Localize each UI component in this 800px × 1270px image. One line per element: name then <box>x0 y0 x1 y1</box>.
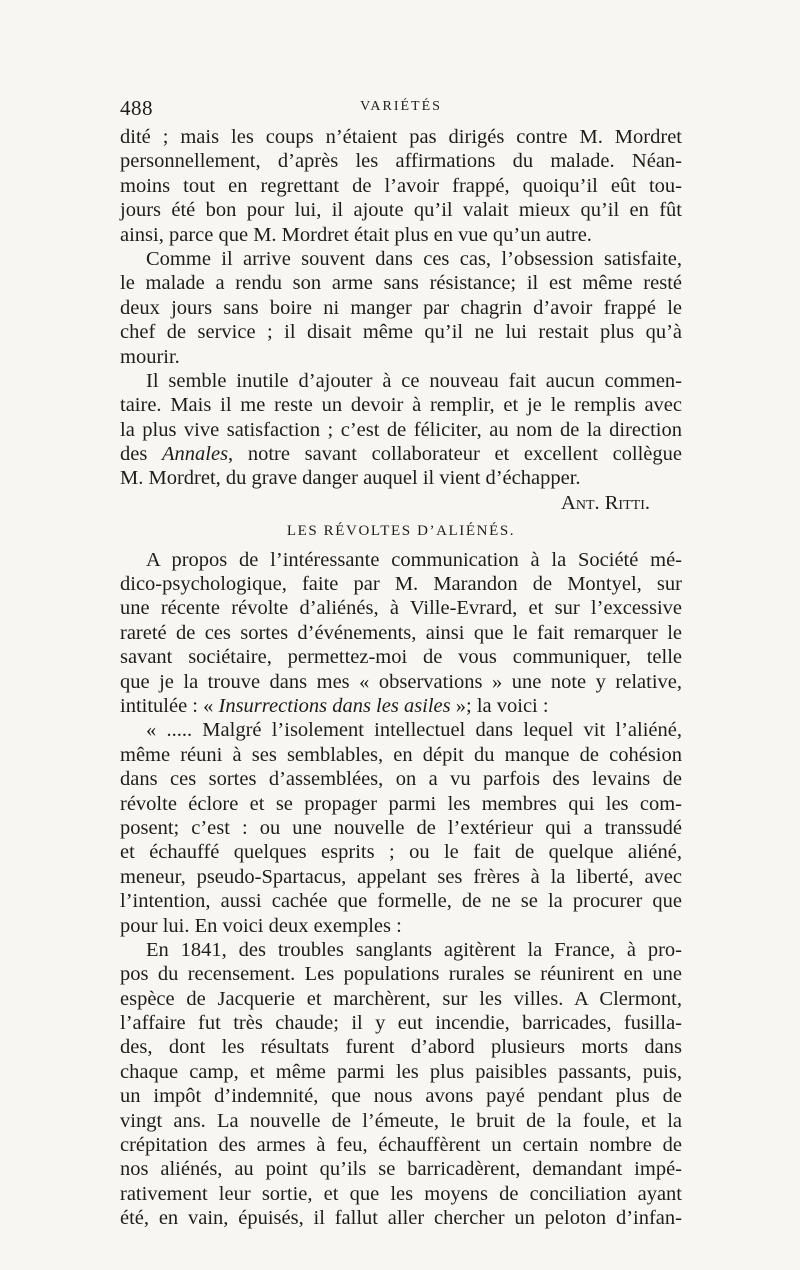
text-line: moins tout en regrettant de l’avoir frappé, quoiqu’il eût tou- <box>120 174 682 197</box>
text-line: M. Mordret, du grave danger auquel il vient d’échapper. <box>120 467 581 490</box>
text-line: chaque camp, et même parmi les plus paisibles passants, puis, <box>120 1060 682 1083</box>
text-line: révolte éclore et se propager parmi les membres qui les com- <box>120 792 682 815</box>
text-line: crépitation des armes à feu, échauffèrent un certain nombre de <box>120 1134 682 1157</box>
text-line: rativement leur sortie, et que les moyens de conciliation ayant <box>120 1182 682 1205</box>
text-line: Comme il arrive souvent dans ces cas, l’obsession satisfaite, <box>146 247 682 270</box>
text-line: l’affaire fut très chaude; il y eut incendie, barricades, fusilla- <box>120 1012 682 1035</box>
text-line: ainsi, parce que M. Mordret était plus en vue qu’un autre. <box>120 223 592 246</box>
text-line: taire. Mais il me reste un devoir à remplir, et je le remplis avec <box>120 394 682 417</box>
text-line: l’intention, aussi cachée que formelle, de ne se la procurer que <box>120 890 682 913</box>
text-line: dico-psychologique, faite par M. Marandon de Montyel, sur <box>120 573 682 596</box>
text-line: une récente révolte d’aliénés, à Ville-Evrard, et sur l’excessive <box>120 597 682 620</box>
text-line: deux jours sans boire ni manger par chagrin d’avoir frappé le <box>120 296 682 319</box>
text-line: En 1841, des troubles sanglants agitèrent la France, à pro- <box>146 938 682 961</box>
text-line: et échauffé quelques esprits ; ou le fait de quelque aliéné, <box>120 841 682 864</box>
text-line: savant sociétaire, permettez-moi de vous communiquer, telle <box>120 646 682 669</box>
text-line: « ..... Malgré l’isolement intellectuel dans lequel vit l’aliéné, <box>146 719 682 742</box>
page-number: 488 <box>120 96 153 120</box>
section-heading: LES RÉVOLTES D’ALIÉNÉS. <box>286 523 516 540</box>
text-line: que je la trouve dans mes « observations » une note y relative, <box>120 670 682 693</box>
text-line: la plus vive satisfaction ; c’est de féliciter, au nom de la direction <box>120 418 682 441</box>
running-title: VARIÉTÉS <box>360 99 442 114</box>
body-text <box>120 125 682 1231</box>
text-run: des <box>120 443 162 466</box>
running-head <box>120 96 682 120</box>
text-line: personnellement, d’après les affirmations du malade. Néan- <box>120 150 682 173</box>
quotation-paragraph <box>120 718 682 938</box>
text-line: le malade a rendu son arme sans résistance; il est même resté <box>120 272 682 295</box>
text-line: dité ; mais les coups n’étaient pas dirigés contre M. Mordret <box>120 126 682 148</box>
text-run: intitulée : « <box>120 694 219 717</box>
text-line: posent; c’est : ou une nouvelle de l’extérieur qui a transsudé <box>120 816 682 839</box>
text-line <box>120 694 682 718</box>
text-line: jours été bon pour lui, il ajoute qu’il valait mieux qu’il en fût <box>120 199 682 222</box>
paragraph <box>120 938 682 1231</box>
text-line: rareté de ces sortes d’événements, ainsi que le fait remarquer le <box>120 621 682 644</box>
text-line: pos du recensement. Les populations rurales se réunirent en une <box>120 963 682 986</box>
text-line: été, en vain, épuisés, il fallut aller chercher un peloton d’infan- <box>120 1207 682 1230</box>
text-line: vingt ans. La nouvelle de l’émeute, le bruit de la foule, et la <box>120 1109 682 1132</box>
note-title: Insurrections dans les asiles <box>218 694 451 717</box>
text-line: mourir. <box>120 345 180 368</box>
text-line <box>120 442 682 466</box>
text-line: dans ces sortes d’assemblées, on a vu parfois des levains de <box>120 768 682 791</box>
text-line: A propos de l’intéressante communication à la Société mé- <box>146 548 682 571</box>
journal-title: Annales <box>162 443 229 466</box>
text-line: Il semble inutile d’ajouter à ce nouveau fait aucun commen- <box>146 369 682 392</box>
text-run: , notre savant collaborateur et excellent collègue <box>228 443 683 466</box>
paragraph <box>120 247 682 369</box>
text-line: des, dont les résultats furent d’abord plusieurs morts dans <box>120 1036 682 1059</box>
paragraph <box>120 548 682 719</box>
text-line: même réuni à ses semblables, en dépit du manque de cohésion <box>120 743 682 766</box>
author-signature: Ant. Ritti. <box>561 491 650 514</box>
text-line: chef de service ; il disait même qu’il ne lui restait plus qu’à <box>120 321 682 344</box>
text-line: pour lui. En voici deux exemples : <box>120 914 402 937</box>
paragraph <box>120 369 682 491</box>
text-line: meneur, pseudo-Spartacus, appelant ses frères à la liberté, avec <box>120 865 682 888</box>
text-line: un impôt d’indemnité, que nous avons payé pendant plus de <box>120 1085 682 1108</box>
text-line: espèce de Jacquerie et marchèrent, sur les villes. A Clermont, <box>120 987 682 1010</box>
paragraph <box>120 125 682 247</box>
text-run: »; la voici : <box>450 694 549 717</box>
text-line: nos aliénés, au point qu’ils se barricadèrent, demandant impé- <box>120 1158 682 1181</box>
